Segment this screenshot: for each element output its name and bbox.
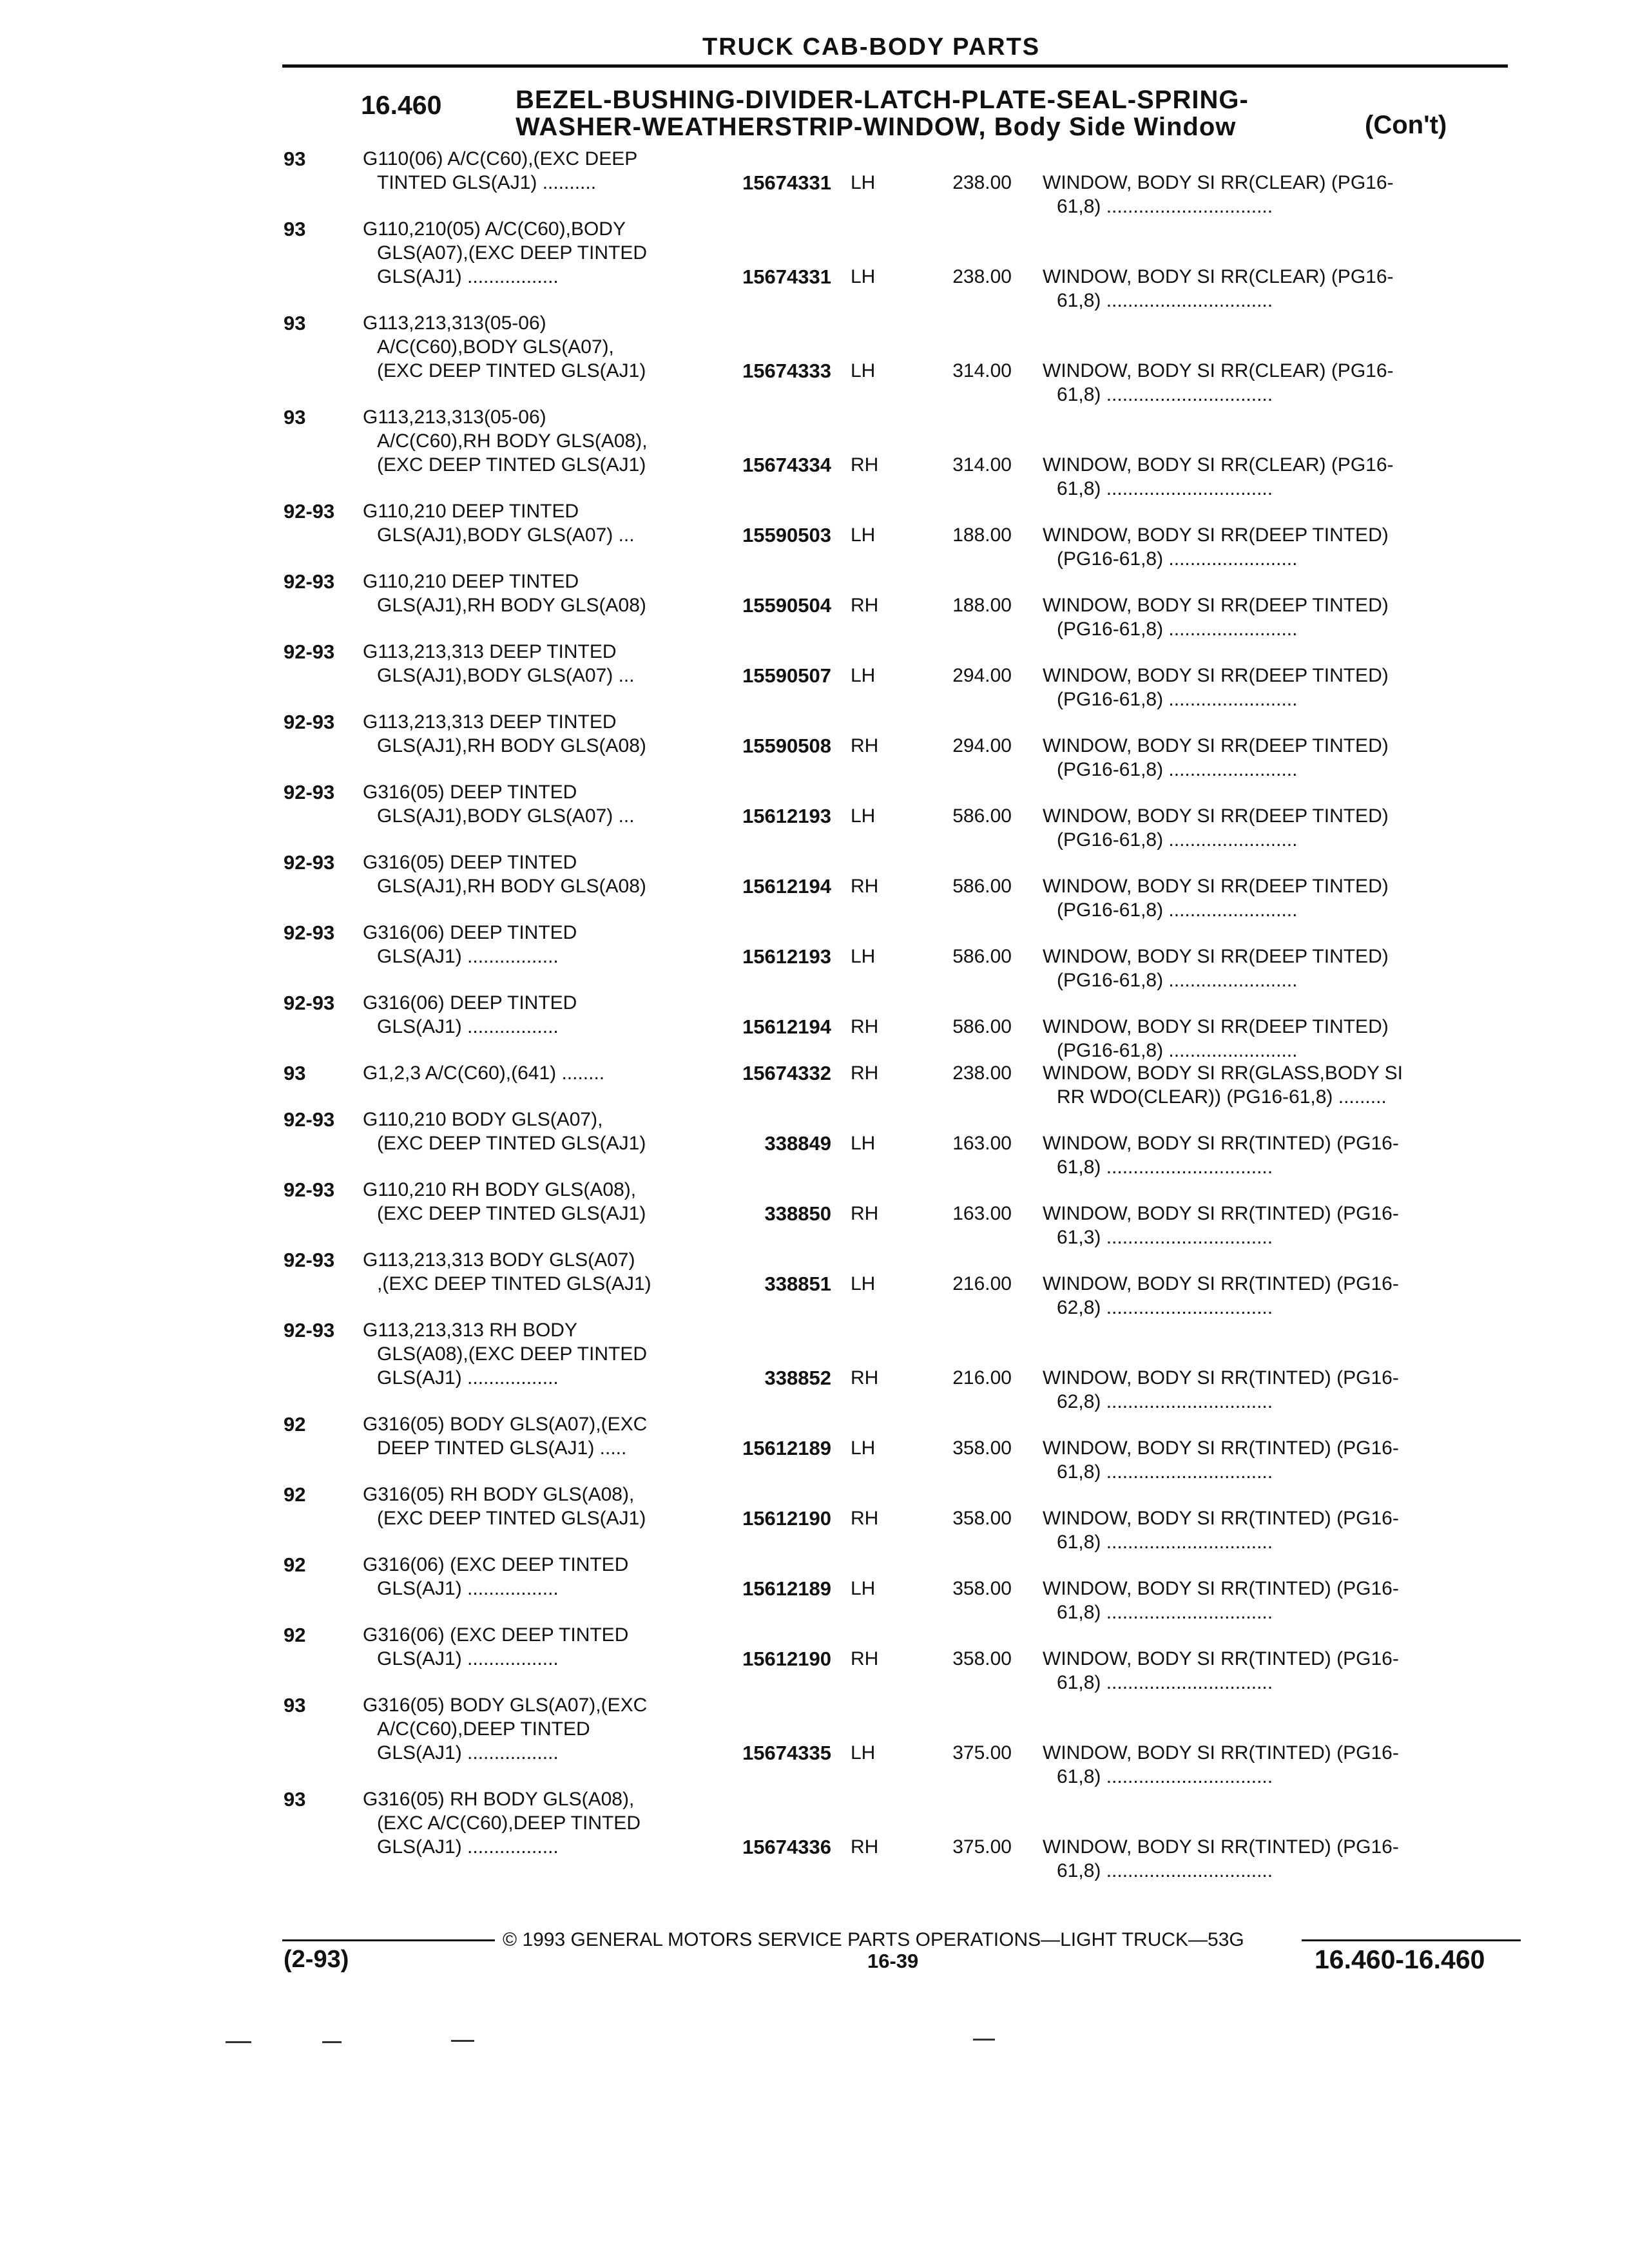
entry-description-line: (EXC DEEP TINTED GLS(AJ1) bbox=[377, 1133, 646, 1154]
part-name-line: WINDOW, BODY SI RR(TINTED) (PG16- bbox=[1043, 1273, 1399, 1294]
side-code: RH bbox=[851, 454, 879, 476]
entry-description-line: GLS(AJ1),RH BODY GLS(A08) bbox=[377, 876, 646, 897]
page-header-title: TRUCK CAB-BODY PARTS bbox=[702, 34, 1041, 61]
part-name-line: WINDOW, BODY SI RR(TINTED) (PG16- bbox=[1043, 1203, 1399, 1224]
entry-description-line: DEEP TINTED GLS(AJ1) ..... bbox=[377, 1437, 627, 1459]
entry-description-line: G316(06) DEEP TINTED bbox=[363, 922, 577, 943]
entry-description-line: G113,213,313(05-06) bbox=[363, 312, 546, 334]
entry-year: 92 bbox=[284, 1624, 306, 1646]
list-item bbox=[0, 499, 1629, 570]
entry-description bbox=[363, 710, 646, 758]
side-code: RH bbox=[851, 735, 879, 756]
entry-description-line: TINTED GLS(AJ1) .......... bbox=[377, 172, 597, 193]
entry-description bbox=[363, 499, 635, 547]
part-number: 15612190 bbox=[742, 1507, 831, 1530]
side-code: LH bbox=[851, 266, 876, 287]
entry-description-line: A/C(C60),DEEP TINTED bbox=[377, 1718, 590, 1740]
entry-year: 92-93 bbox=[284, 640, 335, 663]
part-name bbox=[1043, 1741, 1399, 1789]
part-name-line: 61,8) ............................... bbox=[1057, 1157, 1273, 1178]
copyright-line: © 1993 GENERAL MOTORS SERVICE PARTS OPERATIONS—LIGHT TRUCK—53G bbox=[503, 1929, 1244, 1950]
part-name bbox=[1043, 804, 1389, 852]
side-code: LH bbox=[851, 360, 876, 381]
part-name bbox=[1043, 171, 1394, 218]
part-name-line: 61,8) ............................... bbox=[1057, 1860, 1273, 1881]
part-number: 338851 bbox=[764, 1273, 831, 1295]
side-code: LH bbox=[851, 1133, 876, 1154]
entry-description bbox=[363, 1412, 647, 1460]
part-name-line: 61,3) ............................... bbox=[1057, 1227, 1273, 1248]
part-number: 15612193 bbox=[742, 805, 831, 827]
side-code: LH bbox=[851, 1273, 876, 1294]
price: 375.00 bbox=[952, 1742, 1012, 1763]
entry-year: 92-93 bbox=[284, 1108, 335, 1131]
entry-description bbox=[363, 1248, 651, 1296]
entry-description bbox=[363, 1178, 646, 1225]
list-item bbox=[0, 640, 1629, 710]
entry-description-line: G1,2,3 A/C(C60),(641) ........ bbox=[363, 1062, 605, 1084]
entry-description-line: (EXC DEEP TINTED GLS(AJ1) bbox=[377, 1508, 646, 1529]
list-item bbox=[0, 217, 1629, 311]
list-item bbox=[0, 780, 1629, 850]
part-name bbox=[1043, 1436, 1399, 1484]
part-name-line: 61,8) ............................... bbox=[1057, 478, 1273, 499]
scan-artifact bbox=[226, 2041, 251, 2043]
list-item bbox=[0, 1483, 1629, 1553]
list-item bbox=[0, 1108, 1629, 1178]
part-name bbox=[1043, 1202, 1399, 1249]
part-name bbox=[1043, 1577, 1399, 1624]
price: 358.00 bbox=[952, 1508, 1012, 1529]
part-number: 15612194 bbox=[742, 1015, 831, 1038]
price: 586.00 bbox=[952, 946, 1012, 967]
entry-description-line: GLS(AJ1),RH BODY GLS(A08) bbox=[377, 735, 646, 756]
footer-rule-left bbox=[282, 1939, 495, 1941]
part-number: 15612193 bbox=[742, 945, 831, 968]
part-name-line: WINDOW, BODY SI RR(DEEP TINTED) bbox=[1043, 946, 1389, 967]
entry-description-line: G110,210 BODY GLS(A07), bbox=[363, 1109, 603, 1130]
entry-description-line: GLS(AJ1) ................. bbox=[377, 946, 559, 967]
entry-year: 92-93 bbox=[284, 1249, 335, 1271]
entry-description bbox=[363, 850, 646, 898]
part-name-line: WINDOW, BODY SI RR(DEEP TINTED) bbox=[1043, 805, 1389, 827]
side-code: LH bbox=[851, 524, 876, 546]
price: 358.00 bbox=[952, 1437, 1012, 1459]
part-name-line: 61,8) ............................... bbox=[1057, 384, 1273, 405]
price: 238.00 bbox=[952, 266, 1012, 287]
part-name bbox=[1043, 1835, 1399, 1883]
part-name-line: WINDOW, BODY SI RR(CLEAR) (PG16- bbox=[1043, 172, 1394, 193]
entry-description bbox=[363, 217, 647, 289]
entry-description-line: G110(06) A/C(C60),(EXC DEEP bbox=[363, 148, 638, 169]
list-item bbox=[0, 1623, 1629, 1693]
price: 358.00 bbox=[952, 1648, 1012, 1669]
entry-year: 93 bbox=[284, 148, 306, 170]
entry-description-line: GLS(AJ1),RH BODY GLS(A08) bbox=[377, 595, 646, 616]
entry-description-line: (EXC DEEP TINTED GLS(AJ1) bbox=[377, 360, 646, 381]
entry-description-line: GLS(AJ1),BODY GLS(A07) ... bbox=[377, 665, 635, 686]
part-name bbox=[1043, 1061, 1403, 1109]
side-code: LH bbox=[851, 665, 876, 686]
part-name bbox=[1043, 453, 1394, 501]
parts-list bbox=[0, 147, 1629, 1881]
list-item bbox=[0, 570, 1629, 640]
part-name-line: 62,8) ............................... bbox=[1057, 1297, 1273, 1318]
price: 163.00 bbox=[952, 1203, 1012, 1224]
price: 163.00 bbox=[952, 1133, 1012, 1154]
entry-description-line: G113,213,313(05-06) bbox=[363, 407, 546, 428]
side-code: LH bbox=[851, 1578, 876, 1599]
entry-description-line: ,(EXC DEEP TINTED GLS(AJ1) bbox=[377, 1273, 651, 1294]
section-title-line2: WASHER-WEATHERSTRIP-WINDOW, bbox=[516, 113, 987, 141]
part-name-line: WINDOW, BODY SI RR(TINTED) (PG16- bbox=[1043, 1836, 1399, 1858]
part-name-line: WINDOW, BODY SI RR(TINTED) (PG16- bbox=[1043, 1367, 1399, 1389]
footer-rule-right bbox=[1302, 1939, 1521, 1941]
part-name-line: 61,8) ............................... bbox=[1057, 290, 1273, 311]
part-name bbox=[1043, 1272, 1399, 1320]
part-name bbox=[1043, 1506, 1399, 1554]
entry-description-line: G316(06) DEEP TINTED bbox=[363, 992, 577, 1014]
part-name-line: (PG16-61,8) ........................ bbox=[1057, 829, 1298, 850]
part-name bbox=[1043, 359, 1394, 407]
part-name-line: (PG16-61,8) ........................ bbox=[1057, 619, 1298, 640]
part-name-line: (PG16-61,8) ........................ bbox=[1057, 970, 1298, 991]
entry-description-line: G316(06) (EXC DEEP TINTED bbox=[363, 1554, 629, 1575]
list-item bbox=[0, 1061, 1629, 1108]
list-item bbox=[0, 1178, 1629, 1248]
side-code: RH bbox=[851, 1508, 879, 1529]
side-code: RH bbox=[851, 595, 879, 616]
entry-year: 93 bbox=[284, 1062, 306, 1084]
price: 188.00 bbox=[952, 524, 1012, 546]
part-name-line: WINDOW, BODY SI RR(TINTED) (PG16- bbox=[1043, 1437, 1399, 1459]
entry-description-line: G316(05) RH BODY GLS(A08), bbox=[363, 1789, 635, 1810]
entry-year: 92 bbox=[284, 1483, 306, 1506]
list-item bbox=[0, 991, 1629, 1061]
price: 586.00 bbox=[952, 1016, 1012, 1037]
part-name bbox=[1043, 1366, 1399, 1414]
part-name-line: WINDOW, BODY SI RR(DEEP TINTED) bbox=[1043, 595, 1389, 616]
entry-description-line: A/C(C60),BODY GLS(A07), bbox=[377, 336, 614, 358]
entry-year: 92-93 bbox=[284, 992, 335, 1014]
entry-year: 93 bbox=[284, 312, 306, 334]
part-name-line: WINDOW, BODY SI RR(DEEP TINTED) bbox=[1043, 735, 1389, 756]
entry-description-line: G316(05) BODY GLS(A07),(EXC bbox=[363, 1695, 648, 1716]
part-number: 15674334 bbox=[742, 454, 831, 476]
part-number: 15674331 bbox=[742, 171, 831, 194]
section-title-suffix: Body Side Window bbox=[994, 113, 1237, 141]
price: 294.00 bbox=[952, 735, 1012, 756]
entry-description-line: GLS(AJ1) ................. bbox=[377, 1648, 559, 1669]
list-item bbox=[0, 710, 1629, 780]
entry-description-line: (EXC DEEP TINTED GLS(AJ1) bbox=[377, 1203, 646, 1224]
price: 586.00 bbox=[952, 876, 1012, 897]
page-number: 16-39 bbox=[867, 1950, 919, 1972]
part-number: 15612194 bbox=[742, 875, 831, 898]
entry-year: 92-93 bbox=[284, 570, 335, 593]
price: 216.00 bbox=[952, 1367, 1012, 1389]
section-number: 16.460 bbox=[361, 90, 442, 120]
list-item bbox=[0, 1553, 1629, 1623]
part-name-line: WINDOW, BODY SI RR(CLEAR) (PG16- bbox=[1043, 360, 1394, 381]
list-item bbox=[0, 850, 1629, 921]
entry-description-line: G110,210 RH BODY GLS(A08), bbox=[363, 1179, 637, 1200]
entry-year: 92 bbox=[284, 1553, 306, 1576]
price: 216.00 bbox=[952, 1273, 1012, 1294]
part-name bbox=[1043, 945, 1389, 992]
side-code: LH bbox=[851, 946, 876, 967]
part-name-line: 61,8) ............................... bbox=[1057, 1672, 1273, 1693]
part-number: 338852 bbox=[764, 1367, 831, 1389]
part-name-line: 61,8) ............................... bbox=[1057, 1461, 1273, 1483]
side-code: LH bbox=[851, 172, 876, 193]
part-name-line: WINDOW, BODY SI RR(CLEAR) (PG16- bbox=[1043, 454, 1394, 476]
entry-description-line: A/C(C60),RH BODY GLS(A08), bbox=[377, 430, 648, 452]
entry-description-line: G316(05) BODY GLS(A07),(EXC bbox=[363, 1414, 648, 1435]
part-name-line: 61,8) ............................... bbox=[1057, 1766, 1273, 1787]
part-name bbox=[1043, 1131, 1399, 1179]
part-number: 15674333 bbox=[742, 360, 831, 382]
entry-description-line: G316(05) DEEP TINTED bbox=[363, 852, 577, 873]
list-item bbox=[0, 1693, 1629, 1787]
entry-description bbox=[363, 1108, 646, 1155]
entry-year: 92-93 bbox=[284, 1319, 335, 1341]
part-name bbox=[1043, 734, 1389, 782]
scan-artifact bbox=[451, 2040, 474, 2042]
entry-year: 93 bbox=[284, 1694, 306, 1716]
part-name bbox=[1043, 1647, 1399, 1695]
price: 314.00 bbox=[952, 454, 1012, 476]
list-item bbox=[0, 1412, 1629, 1483]
price: 314.00 bbox=[952, 360, 1012, 381]
list-item bbox=[0, 405, 1629, 499]
part-name-line: WINDOW, BODY SI RR(DEEP TINTED) bbox=[1043, 524, 1389, 546]
entry-description bbox=[363, 405, 648, 477]
part-name bbox=[1043, 1015, 1389, 1062]
part-number: 15612189 bbox=[742, 1437, 831, 1459]
entry-description-line: G110,210 DEEP TINTED bbox=[363, 571, 579, 592]
part-number: 15674332 bbox=[742, 1062, 831, 1084]
part-name-line: WINDOW, BODY SI RR(TINTED) (PG16- bbox=[1043, 1578, 1399, 1599]
part-name-line: WINDOW, BODY SI RR(TINTED) (PG16- bbox=[1043, 1648, 1399, 1669]
part-name-line: WINDOW, BODY SI RR(TINTED) (PG16- bbox=[1043, 1508, 1399, 1529]
entry-year: 93 bbox=[284, 1788, 306, 1811]
part-name-line: 61,8) ............................... bbox=[1057, 1602, 1273, 1623]
entry-description-line: GLS(A08),(EXC DEEP TINTED bbox=[377, 1343, 648, 1365]
part-name bbox=[1043, 265, 1394, 312]
price: 586.00 bbox=[952, 805, 1012, 827]
entry-year: 92-93 bbox=[284, 851, 335, 874]
price: 358.00 bbox=[952, 1578, 1012, 1599]
part-name bbox=[1043, 593, 1389, 641]
part-name-line: (PG16-61,8) ........................ bbox=[1057, 548, 1298, 570]
price: 188.00 bbox=[952, 595, 1012, 616]
date-code: (2-93) bbox=[284, 1946, 349, 1973]
list-item bbox=[0, 311, 1629, 405]
part-number: 15612190 bbox=[742, 1648, 831, 1670]
list-item bbox=[0, 1318, 1629, 1412]
part-name-line: (PG16-61,8) ........................ bbox=[1057, 1040, 1298, 1061]
entry-description-line: GLS(AJ1),BODY GLS(A07) ... bbox=[377, 805, 635, 827]
price: 375.00 bbox=[952, 1836, 1012, 1858]
price: 238.00 bbox=[952, 172, 1012, 193]
entry-year: 93 bbox=[284, 406, 306, 428]
side-code: RH bbox=[851, 1836, 879, 1858]
part-name-line: WINDOW, BODY SI RR(CLEAR) (PG16- bbox=[1043, 266, 1394, 287]
entry-description-line: G316(05) RH BODY GLS(A08), bbox=[363, 1484, 635, 1505]
entry-description bbox=[363, 1061, 604, 1085]
entry-year: 92-93 bbox=[284, 1178, 335, 1201]
list-item bbox=[0, 1248, 1629, 1318]
part-number: 15612189 bbox=[742, 1577, 831, 1600]
part-name-line: WINDOW, BODY SI RR(DEEP TINTED) bbox=[1043, 1016, 1389, 1037]
entry-description bbox=[363, 1623, 628, 1671]
header-rule bbox=[282, 64, 1508, 68]
side-code: LH bbox=[851, 805, 876, 827]
side-code: RH bbox=[851, 876, 879, 897]
section-range: 16.460-16.460 bbox=[1315, 1945, 1485, 1974]
entry-description-line: GLS(AJ1) ................. bbox=[377, 266, 559, 287]
entry-description bbox=[363, 1787, 641, 1859]
part-number: 338850 bbox=[764, 1202, 831, 1225]
part-number: 338849 bbox=[764, 1132, 831, 1155]
part-name-line: (PG16-61,8) ........................ bbox=[1057, 899, 1298, 921]
price: 294.00 bbox=[952, 665, 1012, 686]
list-item bbox=[0, 1787, 1629, 1881]
continued-label: (Con't) bbox=[1365, 111, 1447, 139]
entry-year: 93 bbox=[284, 218, 306, 240]
entry-description-line: G113,213,313 RH BODY bbox=[363, 1320, 577, 1341]
entry-description-line: G113,213,313 DEEP TINTED bbox=[363, 641, 617, 662]
entry-description bbox=[363, 780, 635, 828]
entry-description-line: GLS(AJ1) ................. bbox=[377, 1367, 559, 1389]
entry-description-line: (EXC A/C(C60),DEEP TINTED bbox=[377, 1812, 641, 1834]
entry-description-line: G316(06) (EXC DEEP TINTED bbox=[363, 1624, 629, 1646]
entry-year: 92-93 bbox=[284, 711, 335, 733]
entry-description-line: G110,210 DEEP TINTED bbox=[363, 501, 579, 522]
entry-description-line: G113,213,313 BODY GLS(A07) bbox=[363, 1249, 635, 1271]
entry-description-line: G110,210(05) A/C(C60),BODY bbox=[363, 218, 626, 240]
entry-description-line: GLS(A07),(EXC DEEP TINTED bbox=[377, 242, 648, 264]
entry-description bbox=[363, 921, 577, 968]
part-number: 15590508 bbox=[742, 735, 831, 757]
entry-description bbox=[363, 991, 577, 1039]
entry-year: 92-93 bbox=[284, 921, 335, 944]
section-title-line2-wrap bbox=[516, 113, 1353, 140]
entry-description-line: (EXC DEEP TINTED GLS(AJ1) bbox=[377, 454, 646, 476]
part-name-line: WINDOW, BODY SI RR(GLASS,BODY SI bbox=[1043, 1062, 1403, 1084]
part-number: 15674336 bbox=[742, 1836, 831, 1858]
entry-description bbox=[363, 640, 635, 687]
part-name-line: (PG16-61,8) ........................ bbox=[1057, 759, 1298, 780]
part-number: 15590503 bbox=[742, 524, 831, 546]
part-number: 15674331 bbox=[742, 265, 831, 288]
part-name-line: WINDOW, BODY SI RR(DEEP TINTED) bbox=[1043, 876, 1389, 897]
scan-artifact bbox=[973, 2039, 995, 2041]
part-name-line: 61,8) ............................... bbox=[1057, 1532, 1273, 1553]
entry-description-line: G316(05) DEEP TINTED bbox=[363, 782, 577, 803]
entry-description bbox=[363, 1318, 647, 1390]
part-number: 15674335 bbox=[742, 1742, 831, 1764]
entry-description-line: GLS(AJ1) ................. bbox=[377, 1836, 559, 1858]
part-name-line: WINDOW, BODY SI RR(TINTED) (PG16- bbox=[1043, 1133, 1399, 1154]
entry-description bbox=[363, 147, 637, 195]
price: 238.00 bbox=[952, 1062, 1012, 1084]
part-name bbox=[1043, 874, 1389, 922]
side-code: LH bbox=[851, 1742, 876, 1763]
entry-description-line: GLS(AJ1) ................. bbox=[377, 1016, 559, 1037]
side-code: RH bbox=[851, 1367, 879, 1389]
section-title-line1: BEZEL-BUSHING-DIVIDER-LATCH-PLATE-SEAL-SPRING- bbox=[516, 86, 1249, 114]
entry-description-line: GLS(AJ1) ................. bbox=[377, 1742, 559, 1763]
entry-description bbox=[363, 570, 646, 617]
entry-description-line: G113,213,313 DEEP TINTED bbox=[363, 711, 617, 733]
entry-description bbox=[363, 311, 646, 383]
part-name-line: (PG16-61,8) ........................ bbox=[1057, 689, 1298, 710]
part-name-line: 62,8) ............................... bbox=[1057, 1391, 1273, 1412]
part-name bbox=[1043, 664, 1389, 711]
section-title bbox=[516, 86, 1353, 140]
entry-year: 92-93 bbox=[284, 781, 335, 803]
side-code: RH bbox=[851, 1648, 879, 1669]
scan-artifact bbox=[322, 2041, 342, 2043]
side-code: RH bbox=[851, 1062, 879, 1084]
entry-description-line: GLS(AJ1),BODY GLS(A07) ... bbox=[377, 524, 635, 546]
entry-description-line: GLS(AJ1) ................. bbox=[377, 1578, 559, 1599]
entry-description bbox=[363, 1553, 628, 1600]
entry-year: 92-93 bbox=[284, 500, 335, 523]
side-code: LH bbox=[851, 1437, 876, 1459]
side-code: RH bbox=[851, 1203, 879, 1224]
list-item bbox=[0, 147, 1629, 217]
part-name bbox=[1043, 523, 1389, 571]
entry-description bbox=[363, 1483, 646, 1530]
part-number: 15590504 bbox=[742, 594, 831, 617]
list-item bbox=[0, 921, 1629, 991]
part-name-line: 61,8) ............................... bbox=[1057, 196, 1273, 217]
entry-description bbox=[363, 1693, 647, 1765]
part-name-line: RR WDO(CLEAR)) (PG16-61,8) ......... bbox=[1057, 1086, 1387, 1108]
side-code: RH bbox=[851, 1016, 879, 1037]
part-number: 15590507 bbox=[742, 664, 831, 687]
part-name-line: WINDOW, BODY SI RR(DEEP TINTED) bbox=[1043, 665, 1389, 686]
part-name-line: WINDOW, BODY SI RR(TINTED) (PG16- bbox=[1043, 1742, 1399, 1763]
entry-year: 92 bbox=[284, 1413, 306, 1436]
